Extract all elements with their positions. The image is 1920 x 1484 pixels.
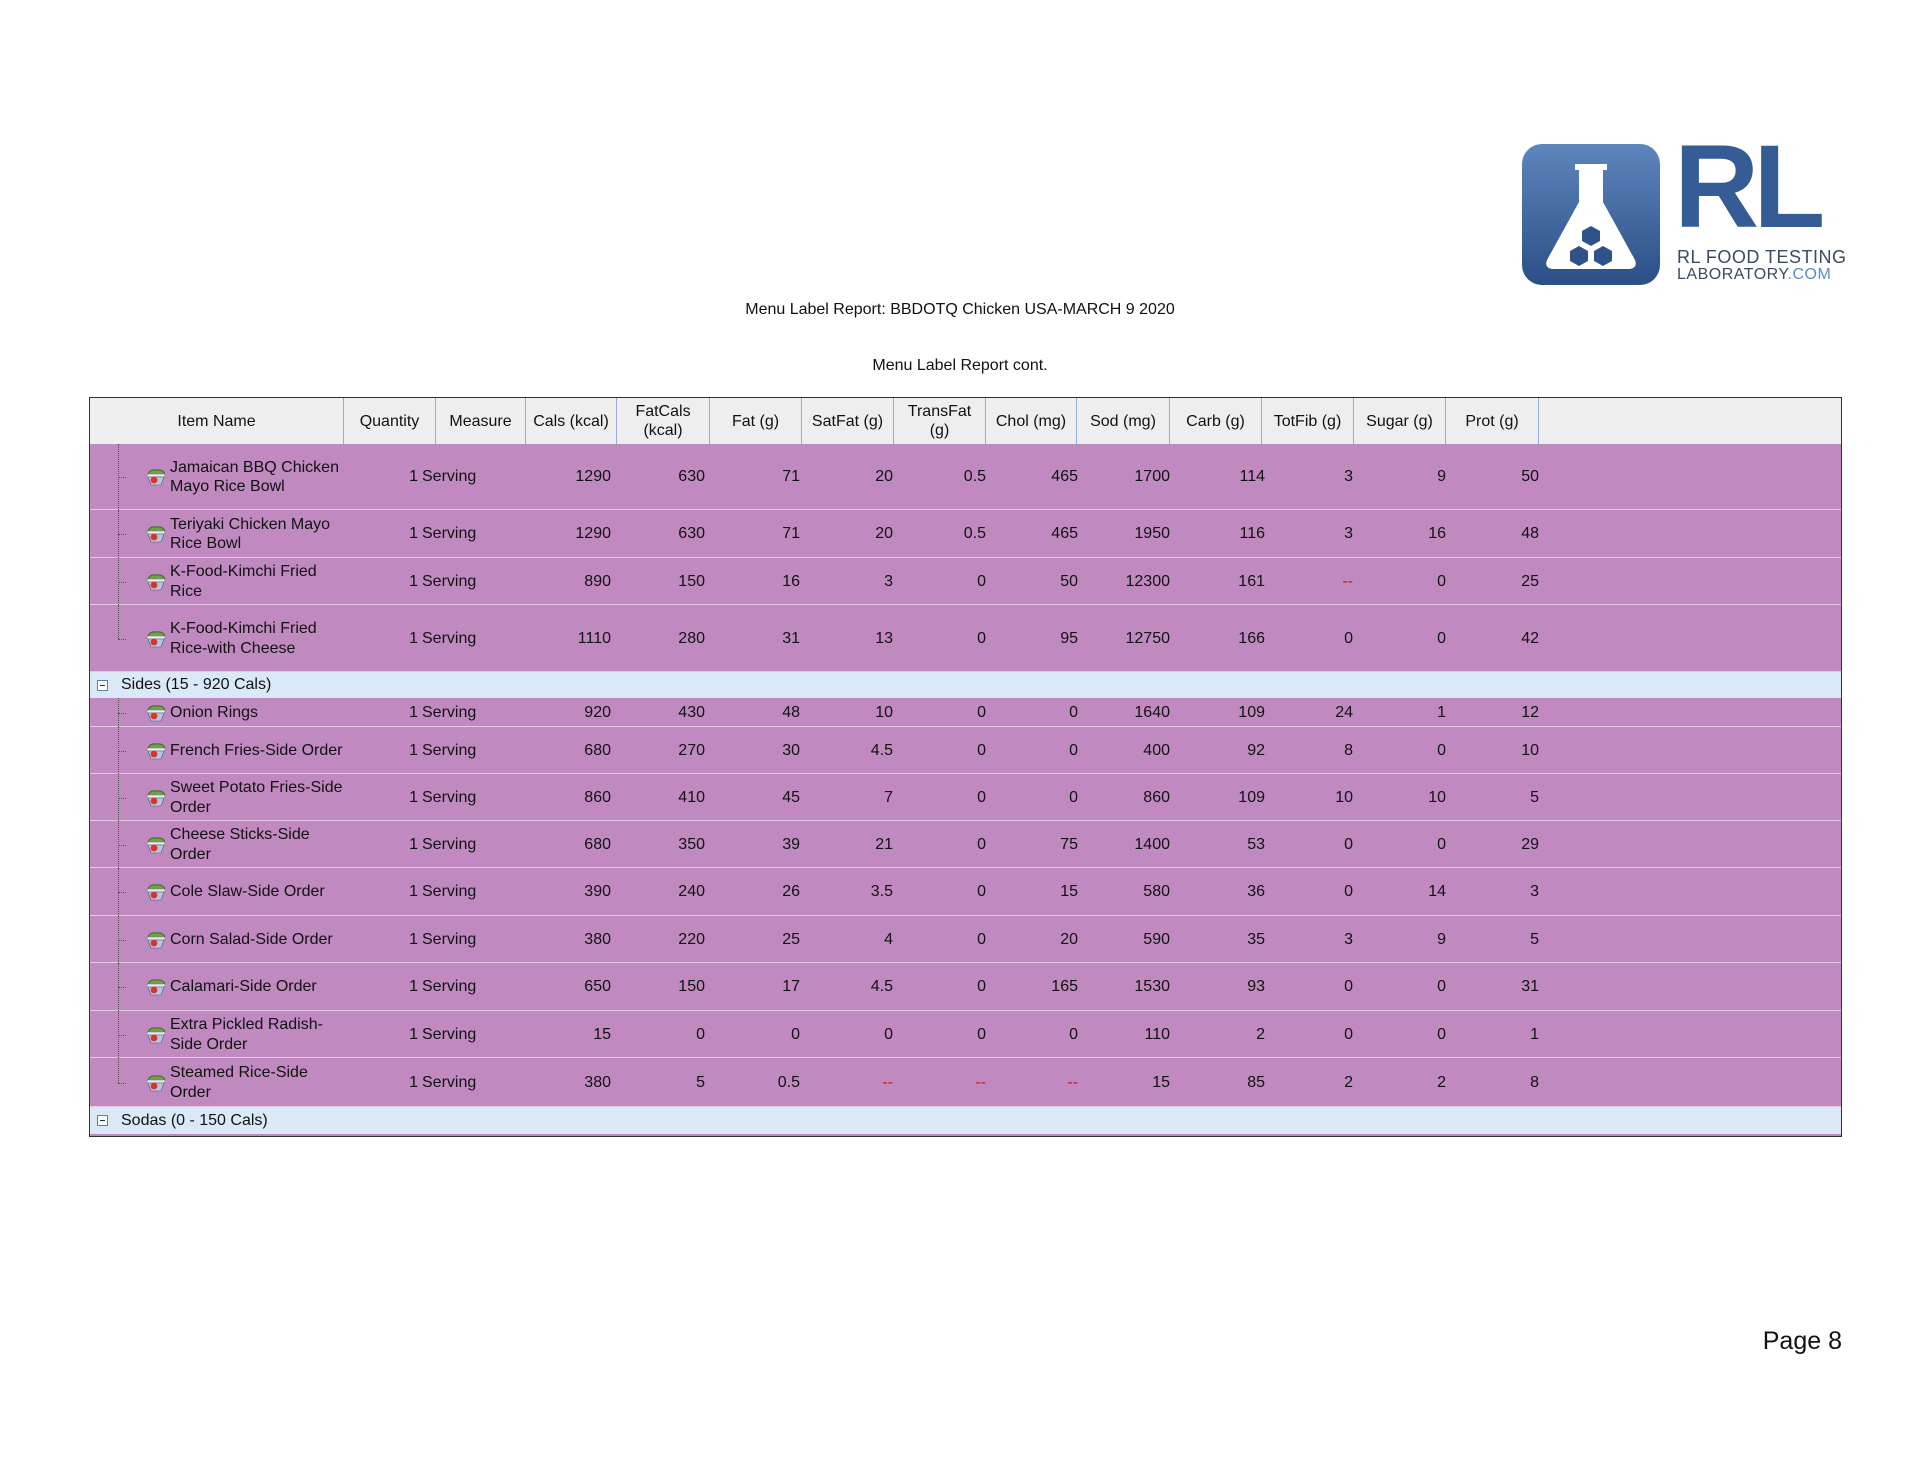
- totfib-cell: 0: [1344, 629, 1353, 647]
- fatcals-cell: 150: [678, 978, 705, 995]
- satfat-cell: 4.5: [870, 978, 893, 995]
- item-name: K-Food-Kimchi Fried Rice: [170, 563, 317, 600]
- fat-cell: 17: [782, 978, 800, 995]
- measure-cell: Serving: [422, 930, 477, 948]
- prot-cell: 48: [1521, 525, 1539, 542]
- cals-cell: 1290: [575, 525, 611, 542]
- fat-cell: 16: [782, 572, 800, 590]
- fat-cell: 48: [782, 703, 800, 721]
- transfat-cell: 0: [977, 930, 986, 948]
- prot-cell: 3: [1530, 883, 1539, 900]
- chol-cell: 465: [1051, 525, 1078, 542]
- sod-cell: 1700: [1134, 468, 1170, 485]
- food-bowl-icon: [145, 468, 167, 487]
- fatcals-cell: 350: [678, 835, 705, 853]
- chol-cell: 0: [1069, 788, 1078, 806]
- cals-cell: 1110: [577, 629, 611, 647]
- table-row[interactable]: [90, 558, 1841, 605]
- transfat-cell: 0.5: [963, 525, 986, 542]
- collapse-minus-icon[interactable]: [97, 680, 108, 691]
- carb-cell: 109: [1238, 703, 1265, 721]
- column-header-qty[interactable]: Quantity: [344, 398, 436, 444]
- prot-cell: 29: [1521, 835, 1539, 853]
- cals-cell: 1290: [575, 468, 611, 485]
- group-row[interactable]: [90, 1107, 1841, 1134]
- food-bowl-icon: [145, 978, 167, 997]
- totfib-cell: 3: [1344, 930, 1353, 948]
- group-label: Sodas (0 - 150 Cals): [121, 1111, 268, 1129]
- column-header-totfib[interactable]: TotFib (g): [1262, 398, 1354, 444]
- table-row[interactable]: [90, 774, 1841, 821]
- quantity-cell: 1: [409, 883, 418, 900]
- measure-cell: Serving: [422, 1025, 477, 1043]
- column-header-carb[interactable]: Carb (g): [1170, 398, 1262, 444]
- cals-cell: 680: [584, 741, 611, 759]
- item-name: French Fries-Side Order: [170, 741, 343, 759]
- sod-cell: 12750: [1125, 629, 1170, 647]
- totfib-cell: --: [1342, 572, 1353, 590]
- chol-cell: 465: [1051, 468, 1078, 485]
- item-name: Onion Rings: [170, 703, 259, 721]
- carb-cell: 85: [1247, 1073, 1265, 1091]
- fat-cell: 45: [782, 788, 800, 806]
- fatcals-cell: 240: [678, 883, 705, 900]
- chol-cell: --: [1067, 1073, 1078, 1091]
- fatcals-cell: 0: [696, 1025, 705, 1043]
- transfat-cell: 0: [977, 883, 986, 900]
- carb-cell: 161: [1238, 572, 1265, 590]
- fat-cell: 30: [782, 741, 800, 759]
- sugar-cell: 9: [1437, 468, 1446, 485]
- table-row[interactable]: [90, 868, 1841, 916]
- satfat-cell: 20: [875, 468, 893, 485]
- satfat-cell: 0: [884, 1025, 893, 1043]
- food-bowl-icon: [145, 525, 167, 544]
- satfat-cell: 13: [875, 629, 893, 647]
- column-header-sod[interactable]: Sod (mg): [1077, 398, 1170, 444]
- tree-branch: [118, 477, 126, 478]
- sugar-cell: 9: [1437, 930, 1446, 948]
- quantity-cell: 1: [409, 703, 418, 721]
- table-row[interactable]: [90, 605, 1841, 672]
- sugar-cell: 14: [1428, 883, 1446, 900]
- prot-cell: 42: [1521, 629, 1539, 647]
- column-header-fatcals[interactable]: FatCals (kcal): [617, 398, 710, 444]
- transfat-cell: 0: [977, 1025, 986, 1043]
- sod-cell: 12300: [1125, 572, 1170, 590]
- transfat-cell: 0: [977, 629, 986, 647]
- carb-cell: 93: [1247, 978, 1265, 995]
- quantity-cell: 1: [409, 468, 418, 485]
- fatcals-cell: 220: [678, 930, 705, 948]
- tree-branch: [118, 940, 126, 941]
- page-number: Page 8: [1762, 1327, 1842, 1355]
- sugar-cell: 1: [1437, 703, 1446, 721]
- column-header-cals[interactable]: Cals (kcal): [526, 398, 617, 444]
- sod-cell: 110: [1144, 1025, 1170, 1043]
- cals-cell: 650: [584, 978, 611, 995]
- quantity-cell: 1: [409, 930, 418, 948]
- rl-logo: [1520, 121, 1847, 292]
- satfat-cell: 7: [884, 788, 893, 806]
- sugar-cell: 0: [1437, 835, 1446, 853]
- food-bowl-icon: [145, 742, 167, 761]
- column-header-prot[interactable]: Prot (g): [1446, 398, 1539, 444]
- quantity-cell: 1: [409, 788, 418, 806]
- tree-branch: [118, 713, 126, 714]
- fat-cell: 71: [782, 468, 800, 485]
- cals-cell: 380: [584, 1073, 611, 1091]
- totfib-cell: 0: [1344, 883, 1353, 900]
- chol-cell: 0: [1069, 703, 1078, 721]
- sugar-cell: 10: [1428, 788, 1446, 806]
- prot-cell: 25: [1521, 572, 1539, 590]
- measure-cell: Serving: [422, 468, 477, 485]
- fatcals-cell: 630: [678, 525, 705, 542]
- food-bowl-icon: [145, 931, 167, 950]
- tree-connector: [118, 1058, 119, 1083]
- food-bowl-icon: [145, 704, 167, 723]
- table-row[interactable]: [90, 963, 1841, 1011]
- column-header-fat[interactable]: Fat (g): [710, 398, 802, 444]
- satfat-cell: 21: [875, 835, 893, 853]
- sugar-cell: 2: [1437, 1073, 1446, 1091]
- transfat-cell: 0: [977, 788, 986, 806]
- tree-branch: [118, 892, 126, 893]
- item-name: Extra Pickled Radish-Side Order: [170, 1016, 323, 1053]
- quantity-cell: 1: [409, 572, 418, 590]
- prot-cell: 10: [1521, 741, 1539, 759]
- totfib-cell: 10: [1335, 788, 1353, 806]
- fatcals-cell: 5: [696, 1073, 705, 1091]
- fatcals-cell: 630: [678, 468, 705, 485]
- group-label: Sides (15 - 920 Cals): [121, 676, 272, 693]
- item-name: Teriyaki Chicken Mayo Rice Bowl: [170, 515, 331, 552]
- logo-mark: RL: [1674, 121, 1820, 253]
- measure-cell: Serving: [422, 1073, 477, 1091]
- menu-label-table: [89, 397, 1842, 1137]
- fat-cell: 25: [782, 930, 800, 948]
- report-title: Menu Label Report: BBDOTQ Chicken USA-MARCH 9 2020: [745, 301, 1175, 318]
- prot-cell: 12: [1521, 703, 1539, 721]
- prot-cell: 31: [1521, 978, 1539, 995]
- quantity-cell: 1: [409, 741, 418, 759]
- measure-cell: Serving: [422, 978, 477, 995]
- item-name: Cole Slaw-Side Order: [170, 883, 325, 901]
- cals-cell: 390: [584, 883, 611, 900]
- table-row[interactable]: [90, 916, 1841, 963]
- table-row[interactable]: [90, 510, 1841, 558]
- cals-cell: 380: [584, 930, 611, 948]
- fatcals-cell: 430: [678, 703, 705, 721]
- quantity-cell: 1: [409, 978, 418, 995]
- carb-cell: 109: [1238, 788, 1265, 806]
- tree-branch: [118, 751, 126, 752]
- totfib-cell: 3: [1344, 525, 1353, 542]
- prot-cell: 5: [1530, 930, 1539, 948]
- quantity-cell: 1: [409, 629, 418, 647]
- tree-branch: [118, 1083, 126, 1084]
- item-name: Calamari-Side Order: [170, 978, 317, 996]
- measure-cell: Serving: [422, 572, 477, 590]
- tree-branch: [118, 1035, 126, 1036]
- chol-cell: 0: [1069, 1025, 1078, 1043]
- sugar-cell: 0: [1437, 629, 1446, 647]
- chol-cell: 15: [1060, 883, 1078, 900]
- sod-cell: 1400: [1134, 835, 1170, 853]
- cals-cell: 860: [584, 788, 611, 806]
- prot-cell: 5: [1530, 788, 1539, 806]
- measure-cell: Serving: [422, 525, 477, 542]
- item-name: K-Food-Kimchi Fried Rice-with Cheese: [170, 620, 317, 657]
- food-bowl-icon: [145, 630, 167, 649]
- carb-cell: 53: [1247, 835, 1265, 853]
- column-header-chol[interactable]: Chol (mg): [986, 398, 1077, 444]
- satfat-cell: 20: [875, 525, 893, 542]
- measure-cell: Serving: [422, 788, 477, 806]
- sod-cell: 1950: [1134, 525, 1170, 542]
- transfat-cell: 0: [977, 835, 986, 853]
- totfib-cell: 0: [1344, 835, 1353, 853]
- fatcals-cell: 280: [678, 629, 705, 647]
- prot-cell: 8: [1530, 1073, 1539, 1091]
- totfib-cell: 3: [1344, 468, 1353, 485]
- column-header-measure[interactable]: Measure: [436, 398, 526, 444]
- chol-cell: 165: [1051, 978, 1078, 995]
- table-row[interactable]: [90, 727, 1841, 774]
- measure-cell: Serving: [422, 883, 477, 900]
- carb-cell: 114: [1239, 468, 1265, 485]
- table-row[interactable]: [90, 698, 1841, 727]
- food-bowl-icon: [145, 1074, 167, 1093]
- sod-cell: 1640: [1134, 703, 1170, 721]
- fat-cell: 71: [782, 525, 800, 542]
- fatcals-cell: 410: [678, 788, 705, 806]
- sugar-cell: 16: [1428, 525, 1446, 542]
- tree-branch: [118, 845, 126, 846]
- prot-cell: 50: [1521, 468, 1539, 485]
- measure-cell: Serving: [422, 703, 477, 721]
- satfat-cell: 10: [875, 703, 893, 721]
- cals-cell: 15: [593, 1025, 611, 1043]
- tree-branch: [118, 798, 126, 799]
- measure-cell: Serving: [422, 741, 477, 759]
- fat-cell: 31: [782, 629, 800, 647]
- fatcals-cell: 150: [678, 572, 705, 590]
- quantity-cell: 1: [409, 525, 418, 542]
- quantity-cell: 1: [409, 835, 418, 853]
- tree-connector: [118, 605, 119, 639]
- transfat-cell: 0: [977, 741, 986, 759]
- carb-cell: 36: [1247, 883, 1265, 900]
- table-row[interactable]: [90, 1058, 1841, 1107]
- totfib-cell: 0: [1344, 978, 1353, 995]
- food-bowl-icon: [145, 836, 167, 855]
- table-row[interactable]: [90, 1011, 1841, 1058]
- satfat-cell: 4: [884, 930, 893, 948]
- transfat-cell: 0: [977, 572, 986, 590]
- quantity-cell: 1: [409, 1073, 418, 1091]
- tree-branch: [118, 534, 126, 535]
- sod-cell: 1530: [1134, 978, 1170, 995]
- table-header: [90, 398, 1841, 445]
- satfat-cell: --: [882, 1073, 893, 1091]
- item-name: Corn Salad-Side Order: [170, 930, 333, 948]
- column-header-sugar[interactable]: Sugar (g): [1354, 398, 1446, 444]
- totfib-cell: 2: [1344, 1073, 1353, 1091]
- sod-cell: 860: [1143, 788, 1170, 806]
- chol-cell: 75: [1060, 835, 1078, 853]
- logo-text-line1: RL FOOD TESTING: [1677, 247, 1847, 267]
- sod-cell: 15: [1152, 1073, 1170, 1091]
- fat-cell: 0.5: [777, 1073, 800, 1091]
- column-header-transfat[interactable]: TransFat (g): [894, 398, 986, 444]
- chol-cell: 0: [1069, 741, 1078, 759]
- item-name: Cheese Sticks-Side Order: [170, 826, 310, 863]
- satfat-cell: 3.5: [870, 883, 893, 900]
- sugar-cell: 0: [1437, 1025, 1446, 1043]
- item-name: Steamed Rice-Side Order: [170, 1064, 308, 1101]
- cals-cell: 920: [584, 703, 611, 721]
- totfib-cell: 24: [1335, 703, 1353, 721]
- chol-cell: 50: [1060, 572, 1078, 590]
- column-header-satfat[interactable]: SatFat (g): [802, 398, 894, 444]
- tree-branch: [118, 987, 126, 988]
- sod-cell: 400: [1143, 741, 1170, 759]
- fat-cell: 0: [791, 1025, 800, 1043]
- column-header-name[interactable]: Item Name: [90, 398, 344, 444]
- sugar-cell: 0: [1437, 572, 1446, 590]
- food-bowl-icon: [145, 1026, 167, 1045]
- transfat-cell: --: [975, 1073, 986, 1091]
- cals-cell: 890: [584, 572, 611, 590]
- measure-cell: Serving: [422, 629, 477, 647]
- totfib-cell: 0: [1344, 1025, 1353, 1043]
- transfat-cell: 0.5: [963, 468, 986, 485]
- carb-cell: 2: [1256, 1025, 1265, 1043]
- fatcals-cell: 270: [678, 741, 705, 759]
- tree-branch: [118, 639, 126, 640]
- carb-cell: 92: [1247, 741, 1265, 759]
- report-subtitle: Menu Label Report cont.: [872, 357, 1048, 374]
- item-name: Jamaican BBQ Chicken Mayo Rice Bowl: [170, 458, 339, 495]
- table-row[interactable]: [90, 444, 1841, 510]
- totfib-cell: 8: [1344, 741, 1353, 759]
- group-row[interactable]: [90, 672, 1841, 698]
- carb-cell: 166: [1238, 629, 1265, 647]
- collapse-minus-icon[interactable]: [97, 1115, 108, 1126]
- chol-cell: 95: [1060, 629, 1078, 647]
- item-name: Sweet Potato Fries-Side Order: [170, 779, 343, 816]
- table-row[interactable]: [90, 821, 1841, 868]
- prot-cell: 1: [1530, 1025, 1539, 1043]
- fat-cell: 26: [782, 883, 800, 900]
- food-bowl-icon: [145, 883, 167, 902]
- cals-cell: 680: [584, 835, 611, 853]
- measure-cell: Serving: [422, 835, 477, 853]
- satfat-cell: 3: [884, 572, 893, 590]
- logo-text-line2: LABORATORY.COM: [1677, 266, 1832, 283]
- satfat-cell: 4.5: [870, 741, 893, 759]
- food-bowl-icon: [145, 573, 167, 592]
- transfat-cell: 0: [977, 703, 986, 721]
- quantity-cell: 1: [409, 1025, 418, 1043]
- fat-cell: 39: [782, 835, 800, 853]
- sugar-cell: 0: [1437, 978, 1446, 995]
- flask-icon: [1520, 142, 1662, 287]
- carb-cell: 116: [1239, 525, 1265, 542]
- food-bowl-icon: [145, 789, 167, 808]
- chol-cell: 20: [1060, 930, 1078, 948]
- sod-cell: 590: [1143, 930, 1170, 948]
- tree-branch: [118, 582, 126, 583]
- transfat-cell: 0: [977, 978, 986, 995]
- sugar-cell: 0: [1437, 741, 1446, 759]
- sod-cell: 580: [1143, 883, 1170, 900]
- carb-cell: 35: [1247, 930, 1265, 948]
